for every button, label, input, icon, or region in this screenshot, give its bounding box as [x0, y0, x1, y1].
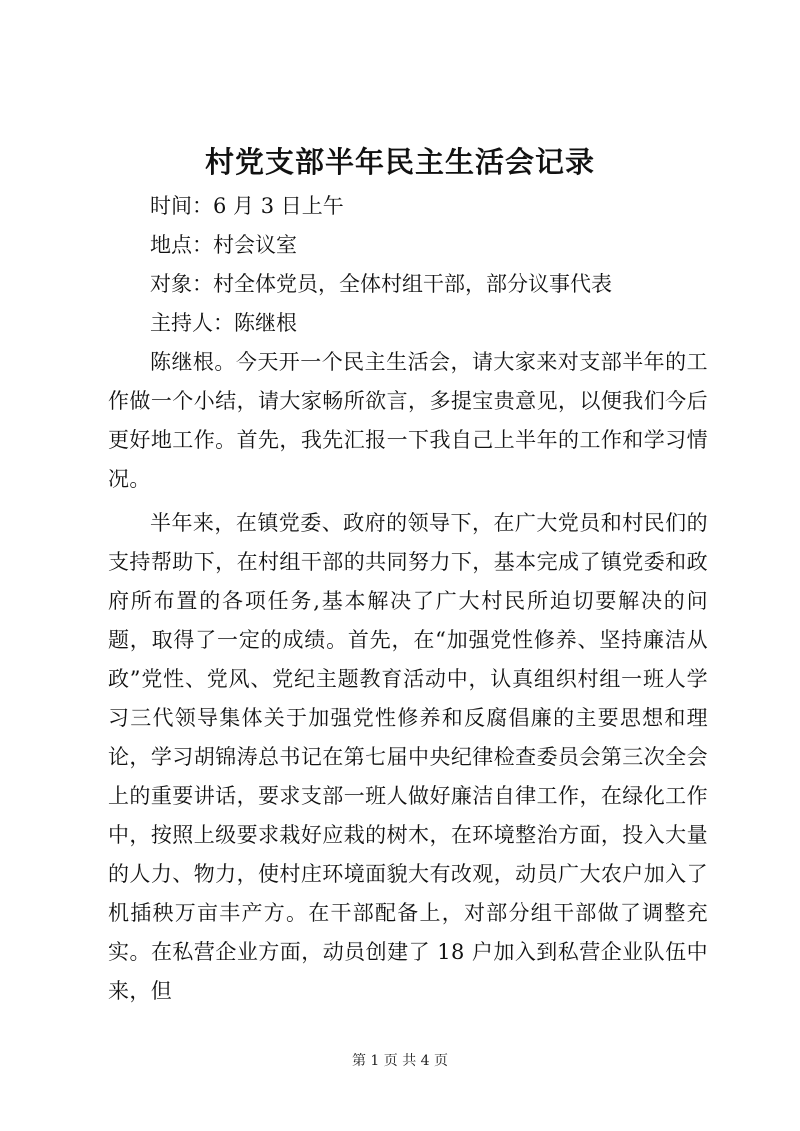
document-body: [108, 187, 708, 1011]
meeting-host: 主持人：陈继根: [150, 311, 297, 335]
document-title: 村党支部半年民主生活会记录: [204, 145, 595, 179]
page-number-footer: 第 1 页 共 4 页: [351, 1053, 449, 1069]
paragraph-opening: 陈继根。今天开一个民主生活会，请大家来对支部半年的工作做一个小结，请大家畅所欲言，多提宝贵意见，以便我们今后更好地工作。首先，我先汇报一下我自己上半年的工作和学习情况。: [108, 350, 708, 491]
meeting-time: 时间：6 月 3 日上午: [150, 194, 344, 218]
meeting-attendees: 对象：村全体党员，全体村组干部，部分议事代表: [150, 272, 612, 296]
meeting-place: 地点：村会议室: [150, 233, 297, 257]
paragraph-report: 半年来，在镇党委、政府的领导下，在广大党员和村民们的支持帮助下，在村组干部的共同努力下，基本完成了镇党委和政府所布置的各项任务,基本解决了广大村民所迫切要解决的问题，取得了一定的成绩。首先，在“加强党性修养、坚持廉洁从政”党性、党风、党纪主题教育活动中，认真组织村组一班人学习三代领导集体关于加强党性修养和反腐倡廉的主要思想和理论，学习胡锦涛总书记在第七届中央纪律检查委员会第三次全会上的重要讲话，要求支部一班人做好廉洁自律工作，在绿化工作中，按照上级要求栽好应栽的树木，在环境整治方面，投入大量的人力、物力，使村庄环境面貌大有改观，动员广大农户加入了机插秧万亩丰产方。在干部配备上，对部分组干部做了调整充实。在私营企业方面，动员创建了 18 户加入到私营企业队伍中来，但: [108, 511, 708, 1003]
